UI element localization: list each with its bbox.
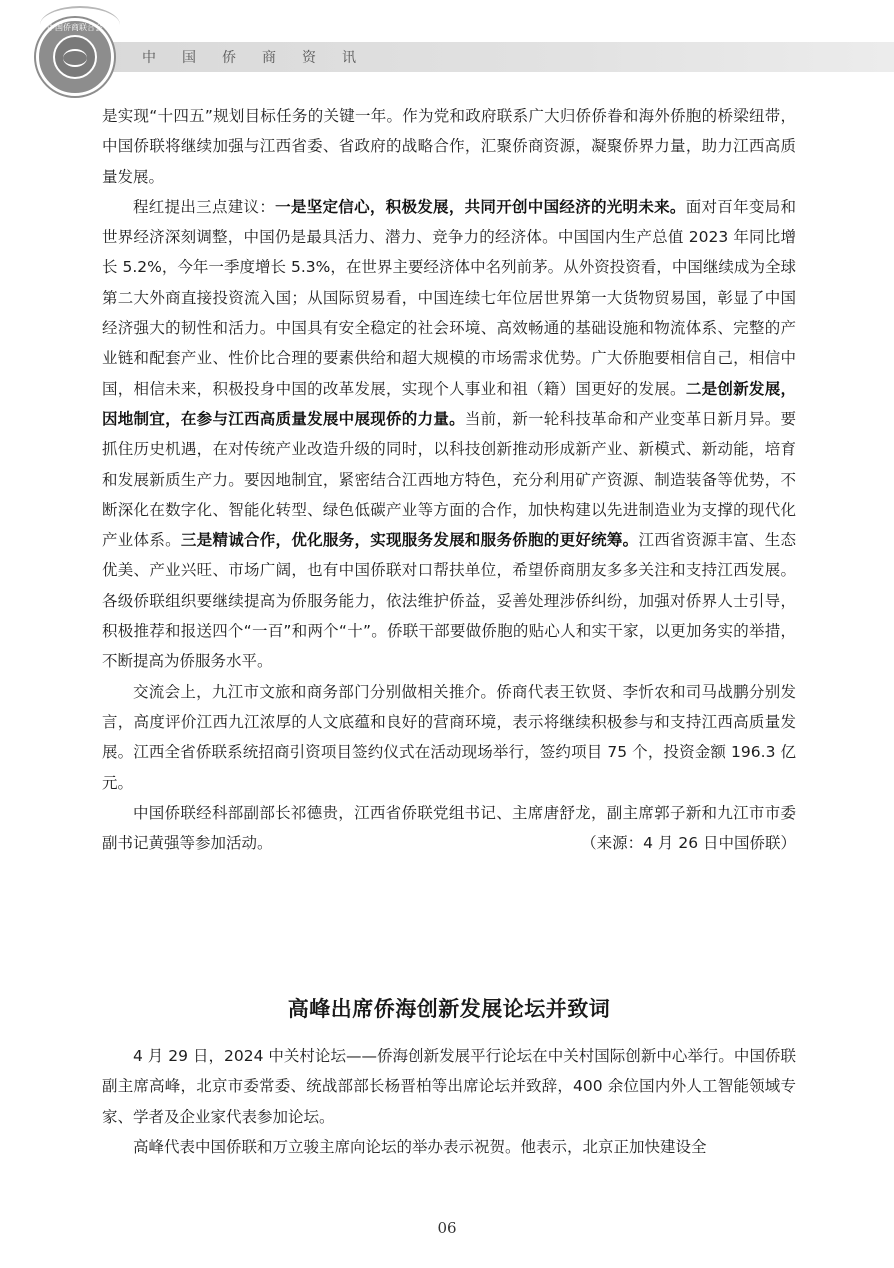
paragraph-2 xyxy=(102,192,796,677)
header-title: 中国侨商资讯 xyxy=(142,50,382,66)
paragraph-1: 是实现“十四五”规划目标任务的关键一年。作为党和政府联系广大归侨侨眷和海外侨胞的桥梁纽带，中国侨联将继续加强与江西省委、省政府的战略合作，汇聚侨商资源，凝聚侨界力量，助力江西高质量发展。 xyxy=(102,107,796,186)
point-three-text: 江西省资源丰富、生态优美、产业兴旺、市场广阔，也有中国侨联对口帮扶单位，希望侨商朋友多多关注和支持江西发展。各级侨联组织要继续提高为侨服务能力，依法维护侨益，妥善处理涉侨纠纷，加强对侨界人士引导，积极推荐和报送四个“一百”和两个“十”。侨联干部要做侨胞的贴心人和实干家，以更加务实的举措，不断提高为侨服务水平。 xyxy=(102,531,796,671)
point-two-text: 当前，新一轮科技革命和产业变革日新月异。要抓住历史机遇，在对传统产业改造升级的同时，以科技创新推动形成新产业、新模式、新动能，培育和发展新质生产力。要因地制宜，紧密结合江西地方特色，充分利用矿产资源、制造装备等优势，不断深化在数字化、智能化转型、绿色低碳产业等方面的合作，加快构建以先进制造业为支撑的现代化产业体系。 xyxy=(102,409,796,550)
paragraph-4 xyxy=(102,798,796,859)
article-2-paragraph-2: 高峰代表中国侨联和万立骏主席向论坛的举办表示祝贺。他表示，北京正加快建设全 xyxy=(133,1137,707,1156)
point-three-heading: 三是精诚合作，优化服务，实现服务发展和服务侨胞的更好统筹。 xyxy=(180,531,639,550)
federation-logo xyxy=(36,18,114,96)
section-title: 高峰出席侨海创新发展论坛并致词 xyxy=(287,997,611,1021)
point-one-text: 面对百年变局和世界经济深刻调整，中国仍是最具活力、潜力、竞争力的经济体。中国国内生产总值 2023 年同比增长 5.2%，今年一季度增长 5.3%，在世界主要经济体中名列前茅。从外资投资看，中国继续成为全球第二大外商直接投资流入国；从国际贸易看，中国连续七年位居世界第一大货物贸易国，彰显了中国经济强大的韧性和活力。中国具有安全稳定的社会环境、高效畅通的基础设施和物流体系、完整的产业链和配套产业、性价比合理的要素供给和超大规模的市场需求优势。广大侨胞要相信自己，相信中国，相信未来，积极投身中国的改革发展，实现个人事业和祖（籍）国更好的发展。 xyxy=(102,197,796,398)
article-body xyxy=(102,101,796,858)
page-number: 06 xyxy=(437,1219,457,1237)
point-two-heading: 二是创新发展，因地制宜，在参与江西高质量发展中展现侨的力量。 xyxy=(102,379,796,428)
source-note: （来源：4 月 26 日中国侨联） xyxy=(581,834,796,853)
attendees-text: 中国侨联经科部副部长祁德贵，江西省侨联党组书记、主席唐舒龙，副主席郭子新和九江市市委副书记黄强等参加活动。 xyxy=(102,803,796,853)
paragraph-2-lead: 程红提出三点建议： xyxy=(133,197,276,216)
point-one-heading: 一是坚定信心，积极发展，共同开创中国经济的光明未来。 xyxy=(275,197,686,216)
article-2-body xyxy=(102,1041,796,1162)
globe-icon xyxy=(53,35,97,79)
paragraph-3: 交流会上，九江市文旅和商务部门分别做相关推介。侨商代表王钦贤、李忻农和司马战鹏分别发言，高度评价江西九江浓厚的人文底蕴和良好的营商环境，表示将继续积极参与和支持江西高质量发展。江西全省侨联系统招商引资项目签约仪式在活动现场举行，签约项目 75 个，投资金额 196.3 亿元。 xyxy=(102,682,796,792)
article-2-paragraph-1: 4 月 29 日，2024 中关村论坛——侨海创新发展平行论坛在中关村国际创新中心举行。中国侨联副主席高峰，北京市委常委、统战部部长杨晋柏等出席论坛并致辞，400 余位国内外人工智能领域专家、学者及企业家代表参加论坛。 xyxy=(102,1047,796,1126)
logo-text: 中国侨商联合会 xyxy=(47,23,103,32)
